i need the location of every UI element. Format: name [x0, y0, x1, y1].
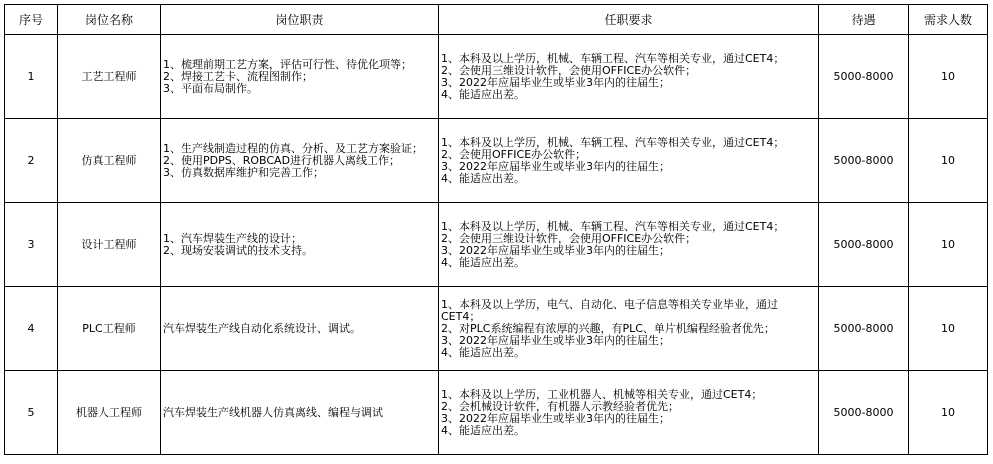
duty-line: 3、平面布局制作。 — [163, 81, 258, 95]
cell-count: 10 — [909, 35, 988, 119]
cell-duties — [161, 371, 439, 455]
duty-line: 2、使用PDPS、ROBCAD进行机器人离线工作； — [163, 153, 401, 167]
cell-title: 机器人工程师 — [58, 371, 161, 455]
cell-count: 10 — [909, 203, 988, 287]
cell-no: 5 — [5, 371, 58, 455]
cell-count: 10 — [909, 371, 988, 455]
cell-no: 1 — [5, 35, 58, 119]
cell-requirements — [439, 371, 819, 455]
cell-no: 4 — [5, 287, 58, 371]
cell-no: 3 — [5, 203, 58, 287]
duty-line: 1、汽车焊装生产线的设计； — [163, 231, 302, 245]
duty-line: 汽车焊装生产线自动化系统设计、调试。 — [163, 321, 361, 335]
requirement-line: 4、能适应出差。 — [441, 345, 525, 359]
cell-title: 设计工程师 — [58, 203, 161, 287]
requirement-line: 3、2022年应届毕业生或毕业3年内的往届生； — [441, 75, 670, 89]
requirement-line: 3、2022年应届毕业生或毕业3年内的往届生； — [441, 411, 670, 425]
cell-count: 10 — [909, 287, 988, 371]
requirement-line: 4、能适应出差。 — [441, 423, 525, 437]
table-row — [5, 287, 988, 371]
duty-line: 3、仿真数据库维护和完善工作； — [163, 165, 324, 179]
cell-requirements — [439, 287, 819, 371]
requirement-line: 1、本科及以上学历，机械、车辆工程、汽车等相关专业，通过CET4； — [441, 51, 785, 65]
requirement-line: 2、会机械设计软件，有机器人示教经验者优先； — [441, 399, 679, 413]
cell-duties — [161, 35, 439, 119]
duty-line: 汽车焊装生产线机器人仿真离线、编程与调试 — [163, 405, 383, 419]
table-row — [5, 35, 988, 119]
header-salary: 待遇 — [819, 5, 909, 35]
duty-line: 1、生产线制造过程的仿真、分析、及工艺方案验证； — [163, 141, 423, 155]
cell-salary: 5000-8000 — [819, 119, 909, 203]
table-row — [5, 371, 988, 455]
cell-requirements — [439, 203, 819, 287]
header-title: 岗位名称 — [58, 5, 161, 35]
duty-line: 2、现场安装调试的技术支持。 — [163, 243, 313, 257]
requirement-line: 1、本科及以上学历，工业机器人、机械等相关专业，通过CET4； — [441, 387, 763, 401]
cell-title: 工艺工程师 — [58, 35, 161, 119]
header-row — [5, 5, 988, 35]
requirement-line: 1、本科及以上学历，机械、车辆工程、汽车等相关专业，通过CET4； — [441, 135, 785, 149]
table-row — [5, 119, 988, 203]
requirement-line: 1、本科及以上学历，电气、自动化、电子信息等相关专业毕业，通过CET4； — [441, 297, 778, 323]
requirement-line: 4、能适应出差。 — [441, 87, 525, 101]
cell-title: PLC工程师 — [58, 287, 161, 371]
requirement-line: 3、2022年应届毕业生或毕业3年内的往届生； — [441, 159, 670, 173]
requirement-line: 2、对PLC系统编程有浓厚的兴趣，有PLC、单片机编程经验者优先； — [441, 321, 775, 335]
duty-line: 2、焊接工艺卡、流程图制作； — [163, 69, 313, 83]
header-no: 序号 — [5, 5, 58, 35]
job-table — [4, 4, 988, 455]
requirement-line: 4、能适应出差。 — [441, 255, 525, 269]
header-count: 需求人数 — [909, 5, 988, 35]
requirement-line: 3、2022年应届毕业生或毕业3年内的往届生； — [441, 333, 670, 347]
duty-line: 1、梳理前期工艺方案，评估可行性、待优化项等； — [163, 57, 412, 71]
cell-salary: 5000-8000 — [819, 287, 909, 371]
cell-title: 仿真工程师 — [58, 119, 161, 203]
cell-salary: 5000-8000 — [819, 35, 909, 119]
requirement-line: 2、会使用三维设计软件，会使用OFFICE办公软件； — [441, 63, 697, 77]
table-row — [5, 203, 988, 287]
cell-salary: 5000-8000 — [819, 371, 909, 455]
requirement-line: 2、会使用三维设计软件，会使用OFFICE办公软件； — [441, 231, 697, 245]
requirement-line: 4、能适应出差。 — [441, 171, 525, 185]
cell-duties — [161, 119, 439, 203]
cell-count: 10 — [909, 119, 988, 203]
requirement-line: 2、会使用OFFICE办公软件； — [441, 147, 587, 161]
cell-duties — [161, 287, 439, 371]
cell-duties — [161, 203, 439, 287]
requirement-line: 3、2022年应届毕业生或毕业3年内的往届生； — [441, 243, 670, 257]
cell-salary: 5000-8000 — [819, 203, 909, 287]
cell-requirements — [439, 35, 819, 119]
cell-no: 2 — [5, 119, 58, 203]
header-duties: 岗位职责 — [161, 5, 439, 35]
cell-requirements — [439, 119, 819, 203]
requirement-line: 1、本科及以上学历，机械、车辆工程、汽车等相关专业，通过CET4； — [441, 219, 785, 233]
header-requirements: 任职要求 — [439, 5, 819, 35]
